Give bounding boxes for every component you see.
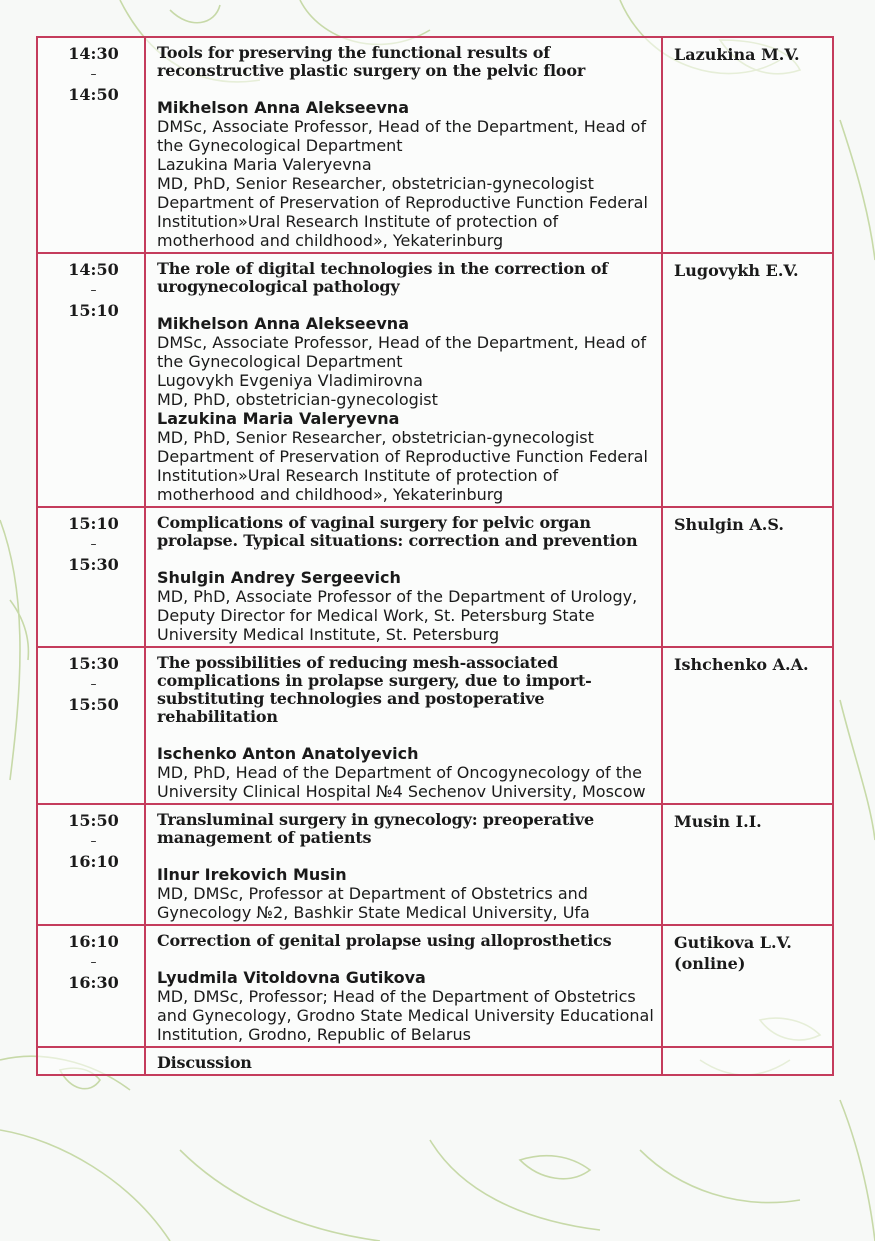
time-start: 15:50 — [68, 811, 119, 830]
author-name: Ilnur Irekovich Musin — [157, 865, 347, 884]
session-title: Tools for preserving the functional results of reconstructive plastic surgery on the pelvic floor — [157, 43, 586, 80]
session-title: The role of digital technologies in the correction of urogynecological pathology — [157, 259, 608, 296]
author-info: MD, DMSc, Professor at Department of Obstetrics and Gynecology №2, Bashkir State Medical University, Ufa — [157, 884, 590, 922]
author-info: MD, PhD, Head of the Department of Oncogynecology of the University Clinical Hospital №4 Sechenov University, Moscow — [157, 763, 646, 801]
session-speaker: Gutikova L.V. (online) — [674, 933, 792, 973]
empty-speaker-cell — [662, 1047, 833, 1075]
session-title: Transluminal surgery in gynecology: preoperative management of patients — [157, 810, 594, 847]
author-name: Lazukina Maria Valeryevna — [157, 409, 400, 428]
session-speaker: Shulgin A.S. — [674, 515, 784, 534]
session-details — [145, 804, 662, 925]
time-start: 15:30 — [68, 654, 119, 673]
time-start: 14:30 — [68, 44, 119, 63]
session-row — [37, 647, 833, 804]
time-start: 16:10 — [68, 932, 119, 951]
session-details — [145, 507, 662, 647]
author-name: Mikhelson Anna Alekseevna — [157, 98, 409, 117]
time-dash: – — [90, 537, 97, 551]
session-time — [37, 507, 145, 647]
author-info: DMSc, Associate Professor, Head of the Department, Head of the Gynecological Department — [157, 333, 647, 371]
session-speaker-cell — [662, 253, 833, 507]
session-row — [37, 507, 833, 647]
session-details — [145, 253, 662, 507]
time-dash: – — [90, 834, 97, 848]
session-time — [37, 37, 145, 253]
session-speaker: Lazukina M.V. — [674, 45, 800, 64]
author-name: Ischenko Anton Anatolyevich — [157, 744, 419, 763]
empty-time-cell — [37, 1047, 145, 1075]
session-title: The possibilities of reducing mesh-associated complications in prolapse surgery, due to import-substituting technologies and postoperative rehabilitation — [157, 653, 592, 726]
author-name: Mikhelson Anna Alekseevna — [157, 314, 409, 333]
session-time — [37, 253, 145, 507]
session-speaker-cell — [662, 804, 833, 925]
author-info: MD, PhD, Associate Professor of the Department of Urology, Deputy Director for Medical Work, St. Petersburg State University Medical Institute, St. Petersburg — [157, 587, 638, 644]
session-details — [145, 925, 662, 1047]
session-speaker-cell — [662, 37, 833, 253]
time-end: 16:30 — [68, 973, 119, 992]
author-name: Lyudmila Vitoldovna Gutikova — [157, 968, 426, 987]
time-dash: – — [90, 283, 97, 297]
discussion-row — [37, 1047, 833, 1075]
session-speaker-cell — [662, 925, 833, 1047]
time-dash: – — [90, 677, 97, 691]
session-speaker-cell — [662, 507, 833, 647]
discussion-label: Discussion — [157, 1053, 252, 1072]
session-details — [145, 37, 662, 253]
session-details — [145, 647, 662, 804]
session-row — [37, 253, 833, 507]
author-info: DMSc, Associate Professor, Head of the Department, Head of the Gynecological Department — [157, 117, 647, 155]
time-end: 15:30 — [68, 555, 119, 574]
session-title: Complications of vaginal surgery for pelvic organ prolapse. Typical situations: correction and prevention — [157, 513, 638, 550]
author-info: Lugovykh Evgeniya Vladimirovna — [157, 371, 423, 390]
author-info: MD, PhD, Senior Researcher, obstetrician-gynecologist Department of Preservation of Reproductive Function Federal Institution»Ural Research Institute of protection of motherhood and childhood», Yekaterinburg — [157, 174, 648, 250]
time-start: 14:50 — [68, 260, 119, 279]
session-row — [37, 37, 833, 253]
author-name: Shulgin Andrey Sergeevich — [157, 568, 401, 587]
session-time — [37, 647, 145, 804]
session-title: Correction of genital prolapse using alloprosthetics — [157, 931, 612, 950]
time-end: 15:50 — [68, 695, 119, 714]
discussion-cell — [145, 1047, 662, 1075]
time-end: 16:10 — [68, 852, 119, 871]
session-speaker: Ishchenko A.A. — [674, 655, 809, 674]
session-time — [37, 804, 145, 925]
time-end: 15:10 — [68, 301, 119, 320]
program-table — [36, 36, 834, 1076]
time-end: 14:50 — [68, 85, 119, 104]
session-row — [37, 804, 833, 925]
session-speaker-cell — [662, 647, 833, 804]
author-info: MD, PhD, obstetrician-gynecologist — [157, 390, 438, 409]
author-info: MD, PhD, Senior Researcher, obstetrician-gynecologist Department of Preservation of Reproductive Function Federal Institution»Ural Research Institute of protection of motherhood and childhood», Yekaterinburg — [157, 428, 648, 504]
session-time — [37, 925, 145, 1047]
time-dash: – — [90, 67, 97, 81]
time-start: 15:10 — [68, 514, 119, 533]
session-speaker: Lugovykh E.V. — [674, 261, 799, 280]
session-row — [37, 925, 833, 1047]
author-info: Lazukina Maria Valeryevna — [157, 155, 372, 174]
session-speaker: Musin I.I. — [674, 812, 762, 831]
author-info: MD, DMSc, Professor; Head of the Department of Obstetrics and Gynecology, Grodno State Medical University Educational Institution, Grodno, Republic of Belarus — [157, 987, 654, 1044]
time-dash: – — [90, 955, 97, 969]
